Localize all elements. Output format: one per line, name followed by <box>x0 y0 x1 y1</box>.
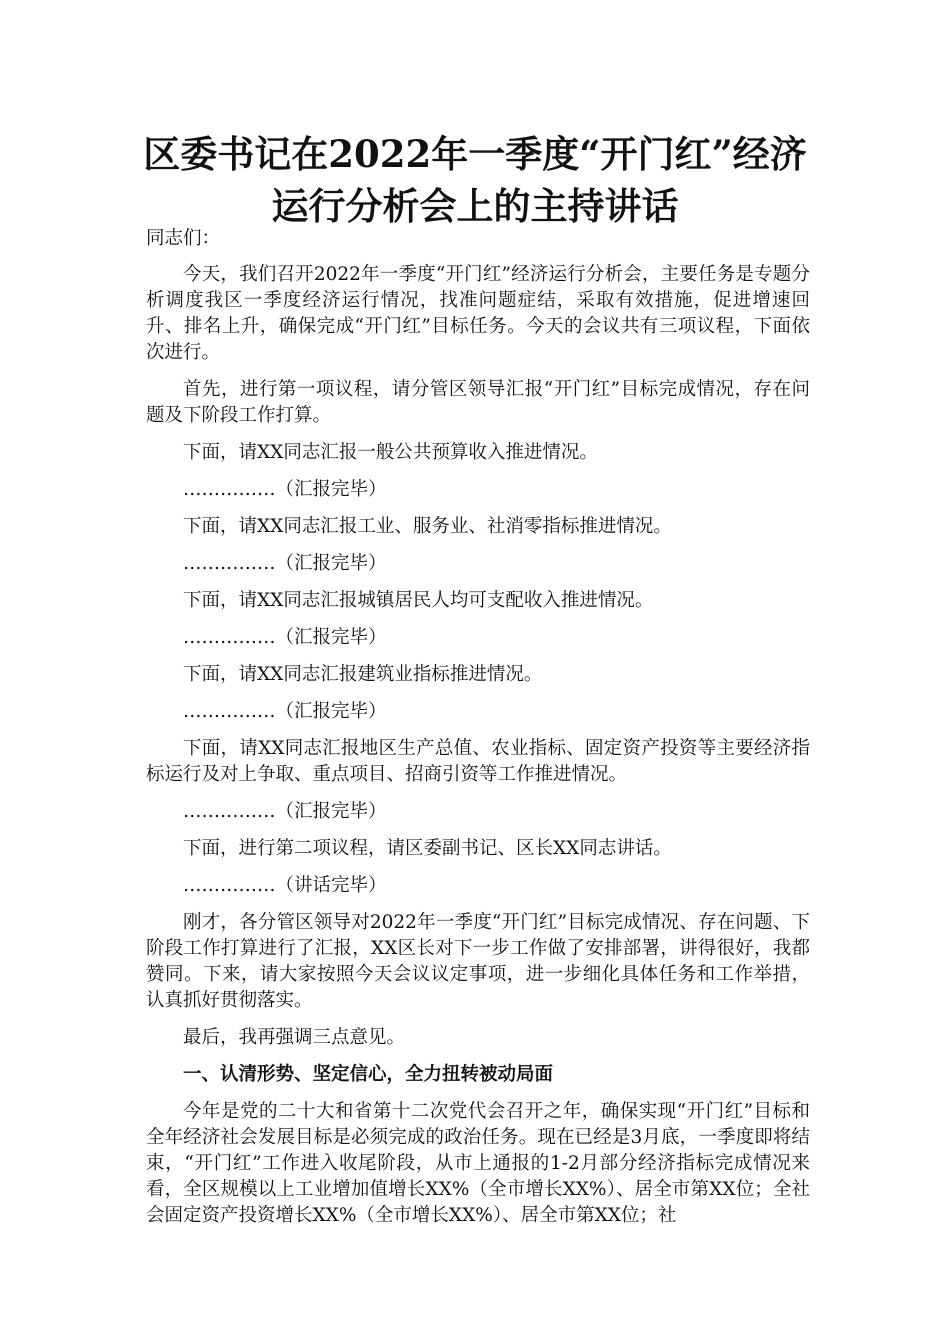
paragraph-report-done: ……………（汇报完毕） <box>183 701 387 722</box>
document-title <box>120 128 830 232</box>
salutation: 同志们： <box>146 228 221 249</box>
title-line-2: 运行分析会上的主持讲话 <box>271 184 679 228</box>
paragraph-report-done: ……………（汇报完毕） <box>183 553 387 574</box>
paragraph-opening: 今天，我们召开2022年一季度“开门红”经济运行分析会，主要任务是专题分析调度我区一季度经济运行情况，找准问题症结，采取有效措施，促进增速回升、排名上升，确保完成“开门红”目标任务。今天的会议共有三项议程，下面依次进行。 <box>146 264 810 363</box>
paragraph-report-done: ……………（汇报完毕） <box>183 627 387 648</box>
paragraph-speech-done: ……………（讲话完毕） <box>183 875 387 896</box>
paragraph-report-gdp: 下面，请XX同志汇报地区生产总值、农业指标、固定资产投资等主要经济指标运行及对上争取、重点项目、招商引资等工作推进情况。 <box>146 738 810 785</box>
paragraph-report-industry: 下面，请XX同志汇报工业、服务业、社消零指标推进情况。 <box>183 516 672 537</box>
paragraph-report-done: ……………（汇报完毕） <box>183 801 387 822</box>
title-line-1: 区委书记在2022年一季度“开门红”经济 <box>143 132 807 176</box>
paragraph-three-points: 最后，我再强调三点意见。 <box>183 1027 406 1048</box>
paragraph-situation: 今年是党的二十大和省第十二次党代会召开之年，确保实现“开门红”目标和全年经济社会发展目标是必须完成的政治任务。现在已经是3月底，一季度即将结束，“开门红”工作进入收尾阶段，从市上通报的1-2月部分经济指标完成情况来看，全区规模以上工业增加值增长XX%（全市增长XX%）、居全市第XX位；全社会固定资产投资增长XX%（全市增长XX%）、居全市第XX位；社 <box>146 1101 810 1226</box>
document-body <box>146 226 810 1229</box>
paragraph-report-income: 下面，请XX同志汇报城镇居民人均可支配收入推进情况。 <box>183 590 654 611</box>
paragraph-report-construction: 下面，请XX同志汇报建筑业指标推进情况。 <box>183 664 543 685</box>
paragraph-second-agenda: 下面，进行第二项议程，请区委副书记、区长XX同志讲话。 <box>183 838 672 859</box>
paragraph-summary: 刚才，各分管区领导对2022年一季度“开门红”目标完成情况、存在问题、下阶段工作打算进行了汇报，XX区长对下一步工作做了安排部署，讲得很好，我都赞同。下来，请大家按照今天会议议定事项，进一步细化具体任务和工作举措，认真抓好贯彻落实。 <box>146 912 810 1011</box>
paragraph-report-done: ……………（汇报完毕） <box>183 479 387 500</box>
paragraph-report-budget: 下面，请XX同志汇报一般公共预算收入推进情况。 <box>183 442 598 463</box>
paragraph-first-agenda: 首先，进行第一项议程，请分管区领导汇报“开门红”目标完成情况，存在问题及下阶段工作打算。 <box>146 379 810 426</box>
section-heading-1: 一、认清形势、坚定信心，全力扭转被动局面 <box>183 1064 554 1085</box>
